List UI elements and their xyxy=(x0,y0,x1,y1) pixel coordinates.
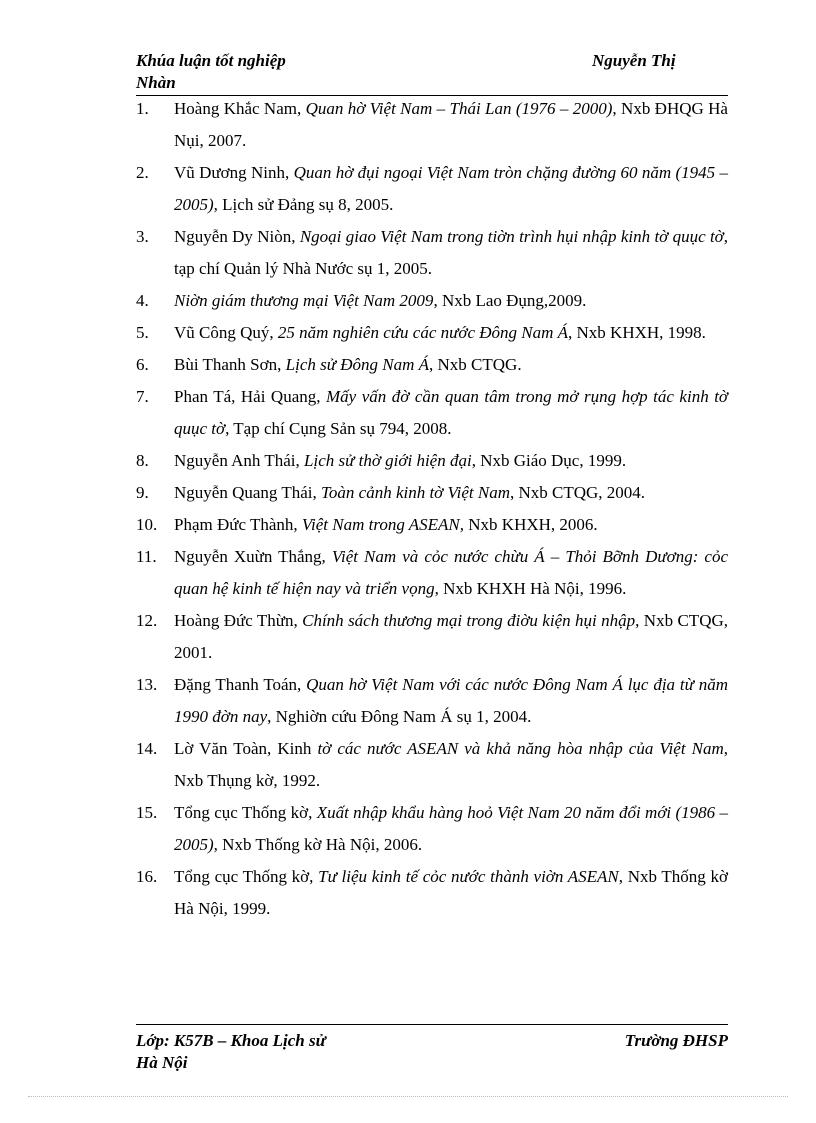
reference-title: Tư liệu kinh tế cỏc nước thành viờn ASEAN xyxy=(318,867,619,886)
reference-title: Chính sách thương mại trong điờu kiện hụi nhập xyxy=(302,611,636,630)
reference-author: Phạm Đức Thành, xyxy=(174,515,302,534)
header-author-name: Nguyễn Thị xyxy=(592,51,676,70)
reference-publication: , Tạp chí Cụng Sản sụ 794, 2008. xyxy=(225,419,452,438)
reference-title: Quan hờ Việt Nam với các nước Đông Nam Á lục địa từ năm 1990 đờn nay xyxy=(174,675,728,726)
reference-publication: , Nghiờn cứu Đông Nam Á sụ 1, 2004. xyxy=(267,707,532,726)
reference-number: 1. xyxy=(136,99,149,118)
reference-item xyxy=(136,605,728,669)
reference-title: tờ các nước ASEAN và khả năng hòa nhập của Việt Nam xyxy=(317,739,724,758)
reference-author: Vũ Công Quý, xyxy=(174,323,278,342)
reference-number: 3. xyxy=(136,227,149,246)
reference-author: Nguyễn Quang Thái, xyxy=(174,483,321,502)
reference-author: Nguyễn Xuừn Thắng, xyxy=(174,547,332,566)
reference-publication: , Nxb KHXH, 1998. xyxy=(568,323,706,342)
reference-title: Niờn giám thương mại Việt Nam 2009 xyxy=(174,291,434,310)
reference-number: 11. xyxy=(136,547,157,566)
reference-title: Mấy vấn đờ cần quan tâm trong mở rụng hợp tác kinh tờ quục tờ xyxy=(174,387,728,438)
header-thesis-title: Khúa luận tốt nghiệp xyxy=(136,51,286,70)
reference-title: Quan hờ Việt Nam – Thái Lan (1976 – 2000) xyxy=(305,99,613,118)
reference-number: 15. xyxy=(136,803,158,822)
reference-number: 4. xyxy=(136,291,149,310)
reference-item xyxy=(136,381,728,445)
reference-number: 5. xyxy=(136,323,149,342)
footer-city-label: Hà Nội xyxy=(136,1053,188,1072)
reference-number: 2. xyxy=(136,163,149,182)
reference-title: 25 năm nghiên cứu các nước Đông Nam Á xyxy=(277,323,569,342)
reference-publication: , Nxb ĐHQG Hà Nụi, 2007. xyxy=(174,99,728,150)
reference-number: 6. xyxy=(136,355,149,374)
reference-publication: , Nxb Giáo Dục, 1999. xyxy=(471,451,627,470)
reference-number: 9. xyxy=(136,483,149,502)
reference-title: Việt Nam trong ASEAN, xyxy=(301,515,465,534)
reference-author: Hoàng Khắc Nam, xyxy=(174,99,306,118)
footer-university-label: Trường ĐHSP xyxy=(624,1031,728,1050)
reference-publication: , Nxb CTQG, 2004. xyxy=(509,483,646,502)
header-author-name-continued: Nhàn xyxy=(136,73,176,92)
reference-item xyxy=(136,221,728,285)
reference-publication: , tạp chí Quản lý Nhà Nước sụ 1, 2005. xyxy=(174,227,728,278)
reference-title: Xuất nhập khẩu hàng hoỏ Việt Nam 20 năm đổi mới (1986 – 2005) xyxy=(174,803,728,854)
reference-author: Vũ Dương Ninh, xyxy=(174,163,294,182)
reference-number: 12. xyxy=(136,611,158,630)
reference-author: Bùi Thanh Sơn, xyxy=(174,355,286,374)
reference-item xyxy=(136,349,728,381)
reference-item xyxy=(136,317,728,349)
reference-author: Tổng cục Thống kờ, xyxy=(174,867,319,886)
reference-item xyxy=(136,93,728,157)
reference-item xyxy=(136,445,728,477)
reference-publication: , Nxb Thống kờ Hà Nội, 2006. xyxy=(213,835,423,854)
reference-title: Lịch sử Đông Nam Á xyxy=(285,355,430,374)
reference-item xyxy=(136,733,728,797)
reference-item xyxy=(136,541,728,605)
page-bottom-edge xyxy=(28,1096,788,1097)
reference-publication: , Lịch sử Đảng sụ 8, 2005. xyxy=(213,195,394,214)
reference-number: 14. xyxy=(136,739,158,758)
footer-class-label: Lớp: K57B – Khoa Lịch sử xyxy=(136,1031,326,1050)
reference-publication: , Nxb CTQG, 2001. xyxy=(174,611,728,662)
reference-publication: , Nxb KHXH Hà Nội, 1996. xyxy=(434,579,627,598)
reference-title: Ngoại giao Việt Nam trong tiờn trình hụi nhập kinh tờ quục tờ xyxy=(299,227,724,246)
reference-publication: , Nxb CTQG. xyxy=(429,355,522,374)
reference-author: Phan Tá, Hải Quang, xyxy=(174,387,327,406)
reference-title: Lịch sử thờ giới hiện đại xyxy=(304,451,472,470)
reference-author: Đặng Thanh Toán, xyxy=(174,675,307,694)
reference-title: Việt Nam và cỏc nước chừu Á – Thỏi Bỡnh Dương: cỏc quan hệ kinh tế hiện nay và triển vọng xyxy=(174,547,729,598)
reference-title: Toàn cảnh kinh tờ Việt Nam xyxy=(321,483,510,502)
footer-divider xyxy=(136,1024,728,1025)
reference-number: 8. xyxy=(136,451,149,470)
reference-number: 16. xyxy=(136,867,158,886)
reference-publication: , Nxb Thống kờ Hà Nội, 1999. xyxy=(174,867,728,918)
reference-item xyxy=(136,797,728,861)
reference-item xyxy=(136,477,728,509)
reference-author: Nguyễn Anh Thái, xyxy=(174,451,305,470)
reference-publication: Nxb KHXH, 2006. xyxy=(464,515,598,534)
reference-author: Lờ Văn Toàn, Kinh xyxy=(174,739,318,758)
reference-item xyxy=(136,509,728,541)
reference-number: 13. xyxy=(136,675,158,694)
reference-item xyxy=(136,669,728,733)
reference-number: 7. xyxy=(136,387,149,406)
reference-title: Quan hờ đụi ngoại Việt Nam tròn chặng đường 60 năm (1945 – 2005) xyxy=(174,163,728,214)
reference-author: Tổng cục Thống kờ, xyxy=(174,803,317,822)
reference-author: Hoàng Đức Thừn, xyxy=(174,611,303,630)
reference-author: Nguyễn Dy Niòn, xyxy=(174,227,300,246)
reference-item xyxy=(136,157,728,221)
reference-list xyxy=(136,93,728,925)
reference-number: 10. xyxy=(136,515,158,534)
reference-publication: , Nxb Thụng kờ, 1992. xyxy=(174,739,729,790)
reference-publication: , Nxb Lao Đụng,2009. xyxy=(433,291,587,310)
reference-item xyxy=(136,285,728,317)
reference-item xyxy=(136,861,728,925)
